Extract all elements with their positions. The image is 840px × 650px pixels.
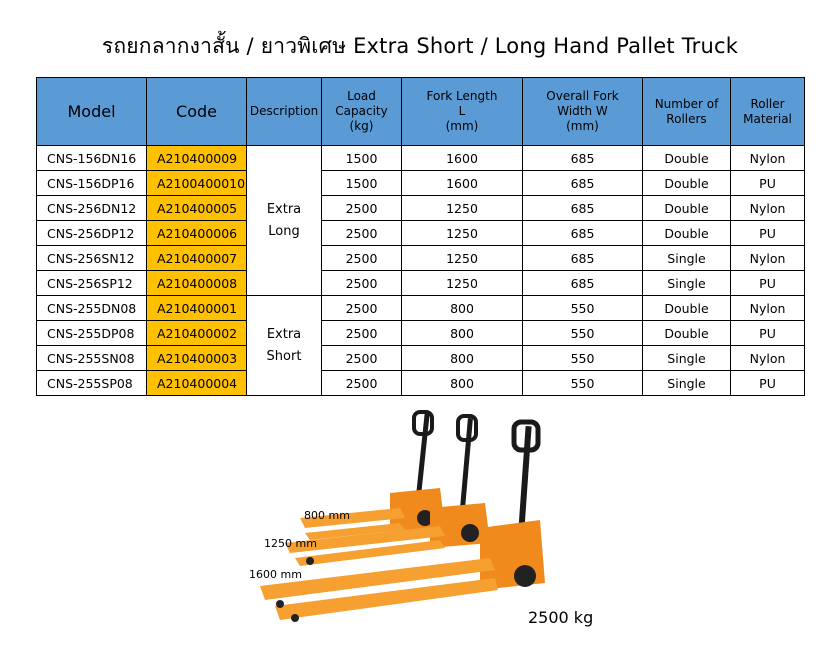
table-row bbox=[37, 321, 805, 346]
rollers-cell: Double bbox=[643, 196, 731, 221]
table-row bbox=[37, 271, 805, 296]
load-capacity-cell: 2500 bbox=[322, 371, 402, 396]
header-fork-length: Fork Length L (mm) bbox=[402, 78, 523, 146]
code-cell: A210400001 bbox=[147, 296, 247, 321]
load-capacity-cell: 2500 bbox=[322, 321, 402, 346]
model-cell: CNS-156DN16 bbox=[37, 146, 147, 171]
table-row bbox=[37, 146, 805, 171]
load-capacity-cell: 2500 bbox=[322, 246, 402, 271]
fork-length-cell: 1600 bbox=[402, 171, 523, 196]
fork-length-cell: 1250 bbox=[402, 271, 523, 296]
fork-width-cell: 685 bbox=[523, 246, 643, 271]
rollers-cell: Double bbox=[643, 296, 731, 321]
fork-width-cell: 685 bbox=[523, 221, 643, 246]
rollers-cell: Single bbox=[643, 371, 731, 396]
roller-material-cell: PU bbox=[731, 171, 805, 196]
label-1250-mm: 1250 mm bbox=[264, 537, 317, 550]
fork-length-cell: 1250 bbox=[402, 246, 523, 271]
rollers-cell: Double bbox=[643, 171, 731, 196]
load-weight-label: 2500 kg bbox=[528, 608, 594, 627]
fork-length-cell: 1250 bbox=[402, 221, 523, 246]
fork-length-cell: 1600 bbox=[402, 146, 523, 171]
fork-width-cell: 685 bbox=[523, 196, 643, 221]
code-cell: A210400008 bbox=[147, 271, 247, 296]
code-cell: A210400003 bbox=[147, 346, 247, 371]
load-capacity-cell: 1500 bbox=[322, 146, 402, 171]
fork-length-cell: 800 bbox=[402, 321, 523, 346]
rollers-cell: Single bbox=[643, 246, 731, 271]
fork-length-cell: 800 bbox=[402, 371, 523, 396]
description-cell-extra-short: Extra Short bbox=[247, 296, 322, 396]
rollers-cell: Double bbox=[643, 221, 731, 246]
load-capacity-cell: 2500 bbox=[322, 221, 402, 246]
load-capacity-cell: 1500 bbox=[322, 171, 402, 196]
code-cell: A210400004 bbox=[147, 371, 247, 396]
code-cell: A2100400010 bbox=[147, 171, 247, 196]
table-row bbox=[37, 296, 805, 321]
fork-width-cell: 550 bbox=[523, 296, 643, 321]
roller-material-cell: Nylon bbox=[731, 296, 805, 321]
header-number-of-rollers: Number of Rollers bbox=[643, 78, 731, 146]
table-row bbox=[37, 246, 805, 271]
fork-width-cell: 685 bbox=[523, 271, 643, 296]
table-row bbox=[37, 171, 805, 196]
load-capacity-cell: 2500 bbox=[322, 271, 402, 296]
rollers-cell: Single bbox=[643, 271, 731, 296]
description-cell-extra-long: Extra Long bbox=[247, 146, 322, 296]
rollers-cell: Double bbox=[643, 146, 731, 171]
roller-material-cell: PU bbox=[731, 271, 805, 296]
roller-material-cell: PU bbox=[731, 321, 805, 346]
rollers-cell: Single bbox=[643, 346, 731, 371]
code-cell: A210400007 bbox=[147, 246, 247, 271]
header-model: Model bbox=[37, 78, 147, 146]
model-cell: CNS-256SN12 bbox=[37, 246, 147, 271]
model-cell: CNS-256DN12 bbox=[37, 196, 147, 221]
model-cell: CNS-255SN08 bbox=[37, 346, 147, 371]
load-capacity-cell: 2500 bbox=[322, 296, 402, 321]
roller-material-cell: PU bbox=[731, 371, 805, 396]
fork-length-cell: 800 bbox=[402, 296, 523, 321]
header-roller-material: Roller Material bbox=[731, 78, 805, 146]
fork-width-cell: 550 bbox=[523, 321, 643, 346]
fork-width-cell: 550 bbox=[523, 371, 643, 396]
header-code: Code bbox=[147, 78, 247, 146]
model-cell: CNS-256SP12 bbox=[37, 271, 147, 296]
fork-length-cell: 800 bbox=[402, 346, 523, 371]
header-fork-width: Overall Fork Width W (mm) bbox=[523, 78, 643, 146]
table-row bbox=[37, 221, 805, 246]
model-cell: CNS-255DP08 bbox=[37, 321, 147, 346]
rollers-cell: Double bbox=[643, 321, 731, 346]
model-cell: CNS-156DP16 bbox=[37, 171, 147, 196]
roller-material-cell: Nylon bbox=[731, 246, 805, 271]
roller-material-cell: Nylon bbox=[731, 146, 805, 171]
code-cell: A210400002 bbox=[147, 321, 247, 346]
code-cell: A210400006 bbox=[147, 221, 247, 246]
label-1600-mm: 1600 mm bbox=[249, 568, 302, 581]
fork-width-cell: 550 bbox=[523, 346, 643, 371]
roller-material-cell: Nylon bbox=[731, 346, 805, 371]
code-cell: A210400009 bbox=[147, 146, 247, 171]
model-cell: CNS-255DN08 bbox=[37, 296, 147, 321]
label-800-mm: 800 mm bbox=[304, 509, 350, 522]
table-row bbox=[37, 371, 805, 396]
model-cell: CNS-255SP08 bbox=[37, 371, 147, 396]
table-row bbox=[37, 196, 805, 221]
pallet-truck-image bbox=[240, 408, 570, 638]
fork-length-cell: 1250 bbox=[402, 196, 523, 221]
header-description: Description bbox=[247, 78, 322, 146]
header-row bbox=[37, 78, 805, 146]
spec-table bbox=[36, 77, 805, 396]
fork-width-cell: 685 bbox=[523, 146, 643, 171]
header-load-capacity: Load Capacity (kg) bbox=[322, 78, 402, 146]
fork-width-cell: 685 bbox=[523, 171, 643, 196]
model-cell: CNS-256DP12 bbox=[37, 221, 147, 246]
code-cell: A210400005 bbox=[147, 196, 247, 221]
load-capacity-cell: 2500 bbox=[322, 196, 402, 221]
load-capacity-cell: 2500 bbox=[322, 346, 402, 371]
roller-material-cell: PU bbox=[731, 221, 805, 246]
roller-material-cell: Nylon bbox=[731, 196, 805, 221]
page-title: รถยกลากงาสั้น / ยาวพิเศษ Extra Short / Long Hand Pallet Truck bbox=[101, 34, 739, 58]
table-row bbox=[37, 346, 805, 371]
